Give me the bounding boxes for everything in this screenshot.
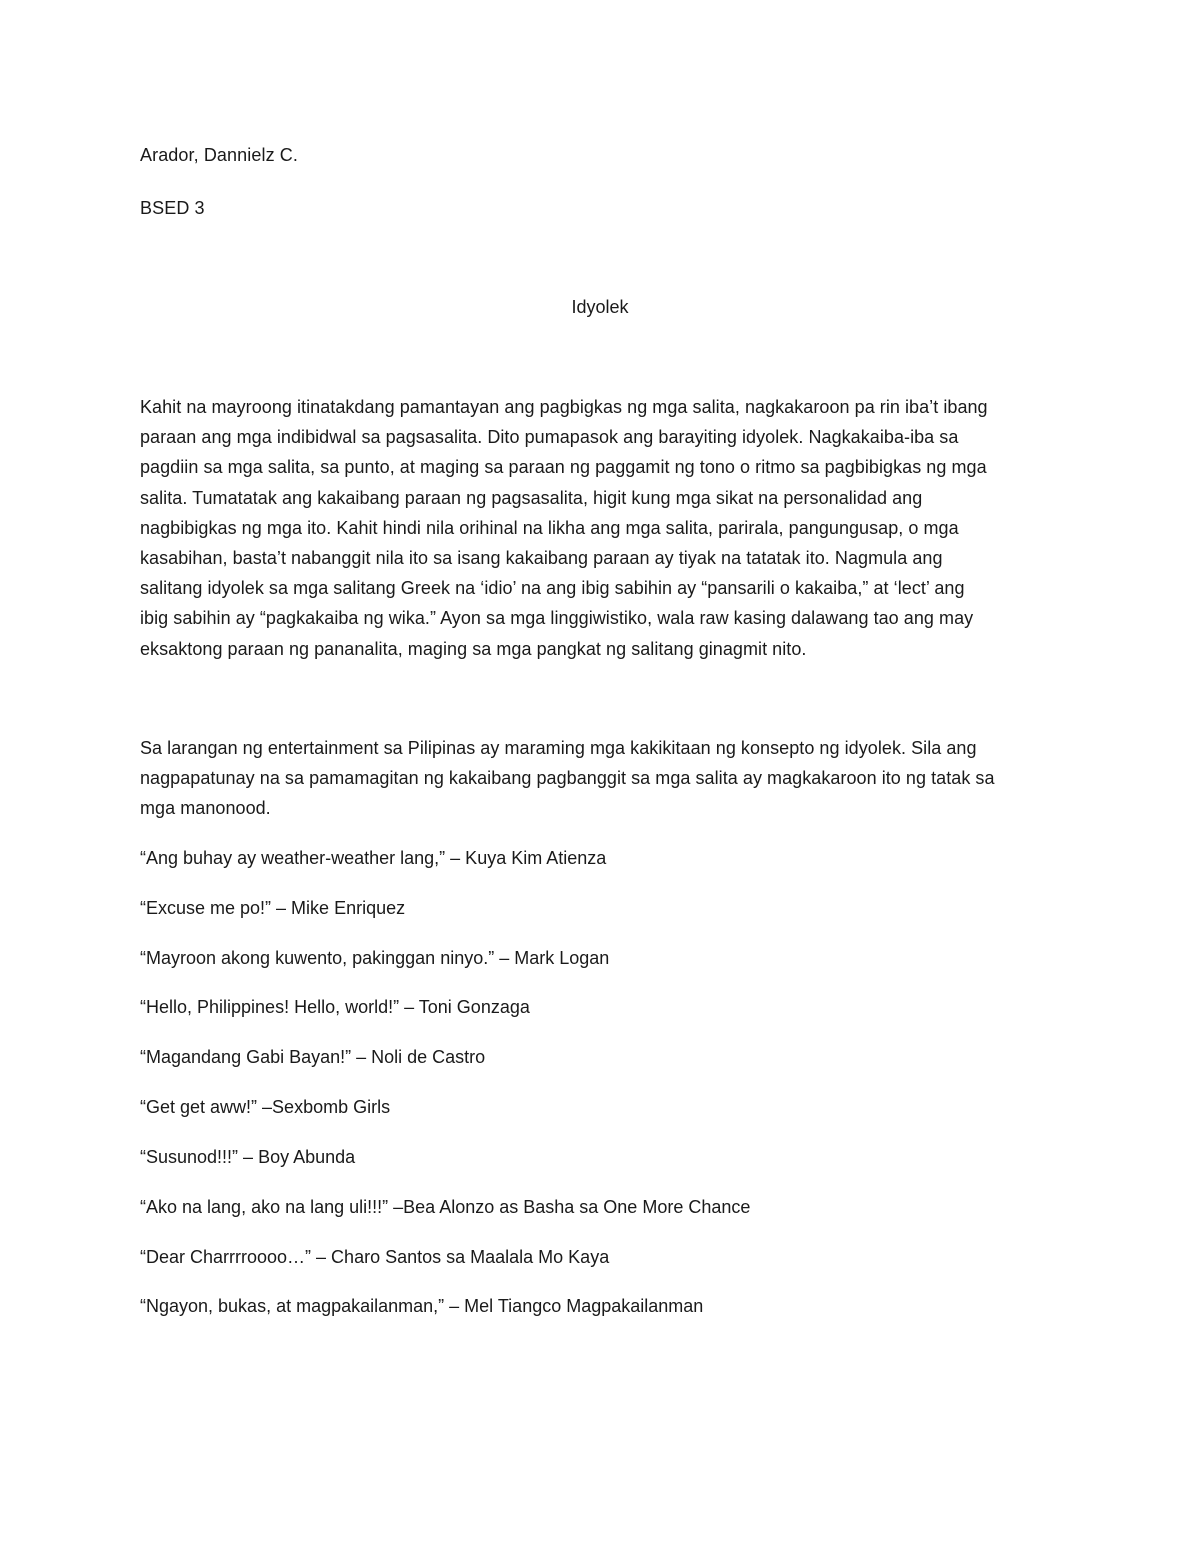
quote-line: “Susunod!!!” – Boy Abunda bbox=[140, 1147, 356, 1167]
quote-line: “Get get aww!” –Sexbomb Girls bbox=[140, 1097, 391, 1117]
quote-line: “Ang buhay ay weather-weather lang,” – Kuya Kim Atienza bbox=[140, 848, 607, 868]
paragraph-2 bbox=[140, 733, 1070, 824]
quote-line: “Ako na lang, ako na lang uli!!!” –Bea Alonzo as Basha sa One More Chance bbox=[140, 1197, 751, 1217]
paragraph-2-line: mga manonood. bbox=[140, 798, 271, 819]
quote-line: “Mayroon akong kuwento, pakinggan ninyo.” – Mark Logan bbox=[140, 948, 610, 968]
quote-line: “Ngayon, bukas, at magpakailanman,” – Mel Tiangco Magpakailanman bbox=[140, 1296, 704, 1316]
document-title: Idyolek bbox=[571, 297, 629, 317]
quote-line: “Excuse me po!” – Mike Enriquez bbox=[140, 898, 406, 918]
quote-line: “Hello, Philippines! Hello, world!” – Toni Gonzaga bbox=[140, 997, 530, 1017]
paragraph-1-line: kasabihan, basta’t nabanggit nila ito sa isang kakaibang paraan ay tiyak na tatatak ito. Nagmula ang bbox=[140, 548, 943, 569]
paragraph-1-line: eksaktong paraan ng pananalita, maging sa mga pangkat ng salitang ginagmit nito. bbox=[140, 638, 807, 659]
paragraph-2-line: nagpapatunay na sa pamamagitan ng kakaibang pagbanggit sa mga salita ay magkakaroon ito ng tatak sa bbox=[140, 768, 995, 789]
paragraph-1-line: nagbibigkas ng mga ito. Kahit hindi nila orihinal na likha ang mga salita, parirala, pangungusap, o mga bbox=[140, 517, 959, 538]
paragraph-1-line: salitang idyolek sa mga salitang Greek na ‘idio’ na ang ibig sabihin ay “pansarili o kakaiba,” at ‘lect’ ang bbox=[140, 578, 965, 599]
quote-line: “Magandang Gabi Bayan!” – Noli de Castro bbox=[140, 1047, 486, 1067]
paragraph-1-line: pagdiin sa mga salita, sa punto, at maging sa paraan ng paggamit ng tono o ritmo sa pagbibigkas ng mga bbox=[140, 457, 987, 478]
paragraph-2-line: Sa larangan ng entertainment sa Pilipinas ay maraming mga kakikitaan ng konsepto ng idyolek. Sila ang bbox=[140, 738, 977, 758]
paragraph-1-line: ibig sabihin ay “pagkakaiba ng wika.” Ayon sa mga linggiwistiko, wala raw kasing dalawang tao ang may bbox=[140, 608, 974, 629]
quote-line: “Dear Charrrroooo…” – Charo Santos sa Maalala Mo Kaya bbox=[140, 1247, 610, 1267]
paragraph-1-line: salita. Tumatatak ang kakaibang paraan ng pagsasalita, higit kung mga sikat na personalidad ang bbox=[140, 487, 923, 508]
course-label: BSED 3 bbox=[140, 198, 205, 218]
paragraph-1-line: paraan ang mga indibidwal sa pagsasalita. Dito pumapasok ang barayiting idyolek. Nagkakaiba-iba sa bbox=[140, 427, 959, 448]
author-name: Arador, Dannielz C. bbox=[140, 145, 298, 165]
paragraph-1-line: Kahit na mayroong itinatakdang pamantayan ang pagbigkas ng mga salita, nagkakaroon pa rin iba’t ibang bbox=[140, 397, 988, 417]
paragraph-1 bbox=[140, 392, 1070, 664]
